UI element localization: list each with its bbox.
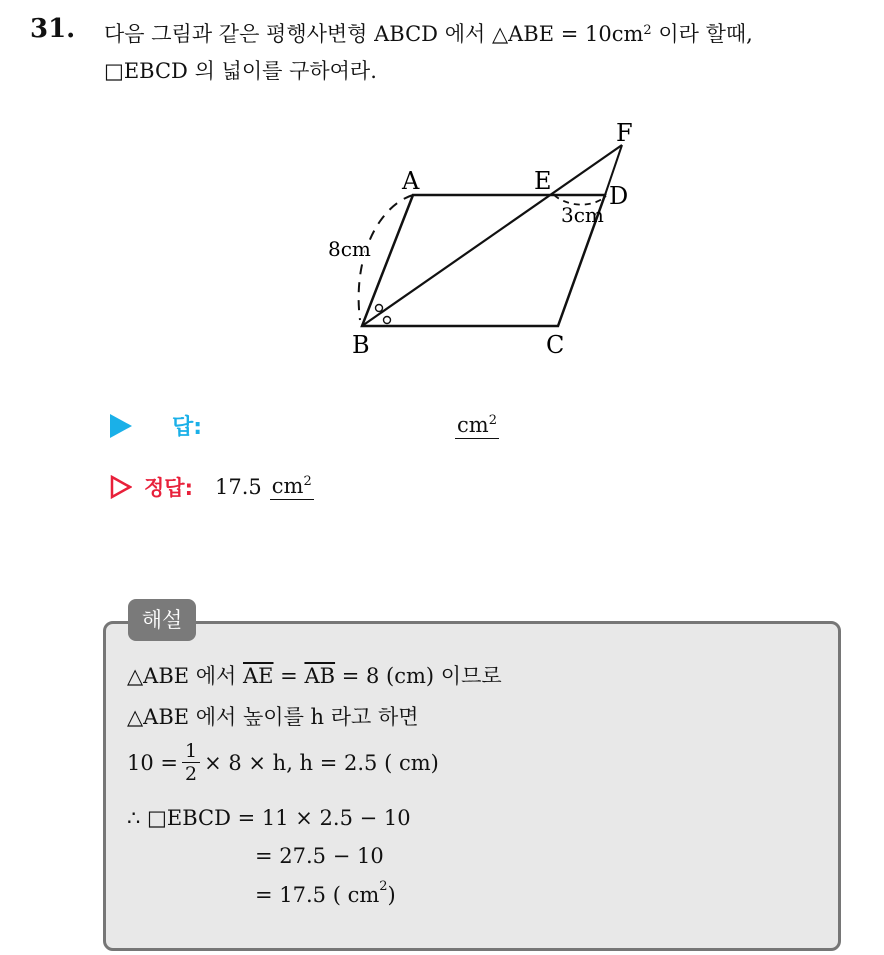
question-text — [104, 16, 874, 90]
solution-line-5: = 27.5 − 10 — [255, 844, 384, 868]
correct-value: 17.5 — [214, 475, 262, 499]
solution-line-4: ∴ □EBCD = 11 × 2.5 − 10 — [127, 806, 411, 830]
question-line-2: □EBCD 의 넓이를 구하여라. — [104, 59, 377, 83]
angle-mark-2 — [384, 317, 391, 324]
answer-arrow-icon — [110, 414, 132, 438]
correct-unit: $cm^2$ — [271, 473, 312, 498]
solution-line-1: △ABE 에서 $\overline{AE} = \overline{AB} = 8$ (cm) 이므로 — [127, 664, 502, 688]
solution-line-3: 10 = $\frac{1}{2}$ × 8 × h, h = 2.5 ( cm) — [127, 740, 439, 785]
label-c: C — [546, 331, 565, 359]
solution-tag: 해설 — [128, 599, 196, 641]
label-d: D — [609, 182, 629, 210]
solution-line-2: △ABE 에서 높이를 h 라고 하면 — [127, 705, 419, 729]
label-b: B — [352, 331, 370, 359]
correct-arrow-icon — [110, 475, 132, 499]
parallelogram-figure — [300, 110, 650, 370]
correct-answer-row — [110, 472, 314, 502]
fraction: $\frac{1}{2}$ — [182, 740, 200, 785]
answer-label: 답: — [172, 415, 203, 440]
question-number: 31. — [30, 14, 76, 44]
label-e: E — [534, 167, 552, 195]
length-ab-label: 8cm — [328, 237, 371, 261]
angle-mark-1 — [376, 305, 383, 312]
answer-row — [110, 410, 202, 441]
length-ed-label: 3cm — [561, 203, 604, 227]
label-a: A — [402, 167, 420, 195]
segment-bf — [362, 145, 622, 326]
solution-line-6: = 17.5 ( $cm^2$) — [255, 879, 396, 907]
question-line-1: 다음 그림과 같은 평행사변형 ABCD 에서 △ABE = $10cm^2$ 이라 할때, — [104, 22, 753, 46]
answer-blank[interactable]: $cm^2$ — [457, 413, 497, 437]
correct-label: 정답: — [144, 476, 193, 500]
label-f: F — [616, 119, 633, 147]
